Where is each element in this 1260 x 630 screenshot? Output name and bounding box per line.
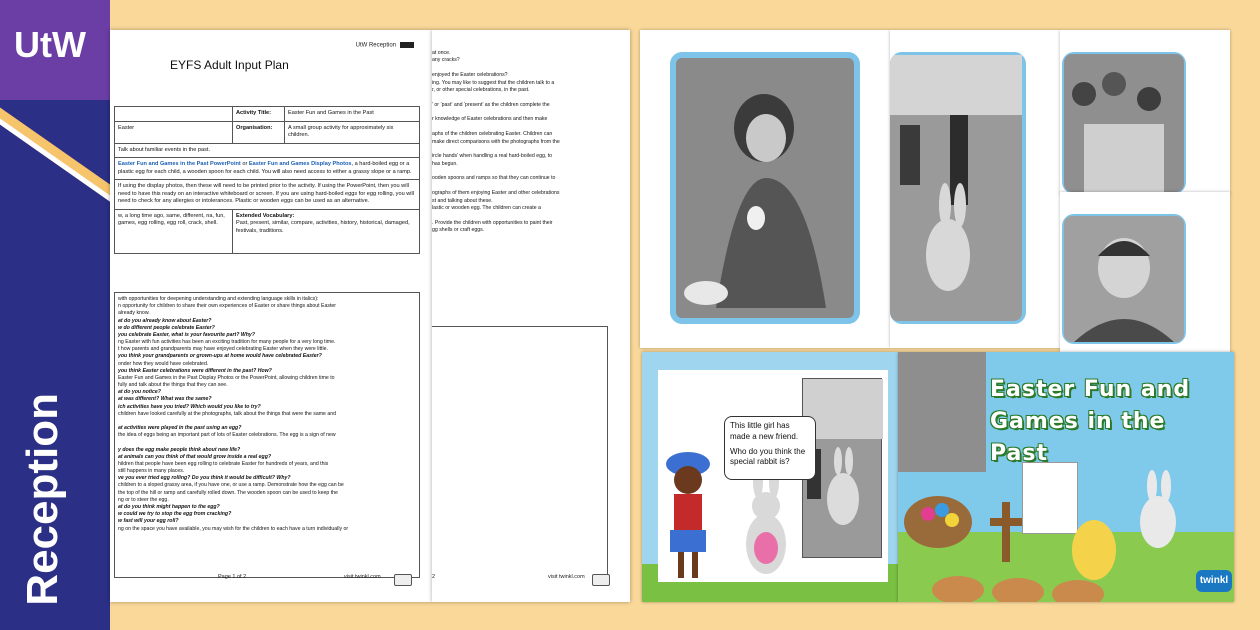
activity-title-value: Easter Fun and Games in the Past (285, 107, 420, 122)
page2-empty-box (432, 326, 608, 576)
guidance-line: with opportunities for deepening understanding and extending language skills in italics): (118, 296, 319, 302)
activity-title-label: Activity Title: (233, 107, 285, 122)
page2-line: st and talking about these. (432, 197, 493, 204)
plan-page-2 (432, 30, 630, 602)
slide2-photo (898, 352, 986, 472)
photo-card-girl (640, 30, 890, 348)
plan-table (114, 106, 420, 254)
objective-cell: Talk about familiar events in the past. (115, 143, 420, 158)
page-number: Page 1 of 2 (218, 574, 247, 580)
plan-page-1 (110, 30, 432, 602)
guidance-line: hildren that people have been egg rolling to celebrate Easter for hundreds of years, and this (118, 460, 329, 467)
photo-card-crowd (1060, 30, 1230, 194)
guidance-line: still happens in many places. (118, 468, 185, 475)
twinkl-mini-logo-2 (592, 574, 610, 586)
page2-line: has begun. (432, 160, 458, 167)
page2-line (432, 146, 612, 153)
vocabulary-cell: w, a long time ago, same, different, na, fun, games, egg rolling, egg roll, crack, shell. (115, 209, 233, 253)
guidance-line: n opportunity for children to share their own experiences of Easter or share things about Easter (118, 303, 336, 310)
girl-silhouette (676, 58, 854, 318)
page2-line (432, 94, 612, 101)
guidance-line: at do you already know about Easter? (118, 317, 212, 324)
guidance-line: Easter Fun and Games in the Past Display Photos or the PowerPoint, allowing children time to (118, 374, 335, 381)
page2-line: any cracks? (432, 57, 460, 64)
guidance-line: at do you notice? (118, 389, 161, 396)
page2-line (432, 183, 612, 190)
page2-line (432, 65, 612, 72)
powerpoint-link[interactable]: Easter Fun and Games in the Past PowerPoint (118, 161, 241, 168)
utw-logo: UtW (14, 24, 86, 65)
guidance-line: children have looked carefully at the photographs, talk about the things that were the same and (118, 410, 337, 417)
guidance-line: you think your grandparents or grown-ups at home would have celebrated Easter? (118, 353, 322, 360)
guidance-line: ve you ever tried egg rolling? Do you think it would be difficult? Why? (118, 475, 291, 482)
page2-line (432, 109, 612, 116)
guidance-line: at was different? What was the same? (118, 396, 212, 403)
preparation-cell: If using the display photos, then these will need to be printed prior to the activity. If using the PowerPoint, then you will need to have this ready on an interactive whiteboard or screen. If you are using hard-boiled eggs for egg rolling, you will need to check for any allergies or intolerances. Plastic or wooden eggs can be used as an alternative. (115, 180, 420, 210)
photo-easter-rabbit (890, 55, 1022, 321)
page2-line: at once. (432, 50, 451, 56)
extended-vocabulary-cell: Extended Vocabulary: Past, present, similar, compare, activities, history, historical, damaged, festivals, traditions. (233, 209, 420, 253)
guidance-line: at do you think might happen to the egg? (118, 503, 220, 510)
guidance-line: ng or to steer the egg. (118, 496, 169, 503)
page2-line: . Provide the children with opportunities to paint their (432, 219, 553, 226)
display-photos-link[interactable]: Easter Fun and Games Display Photos (248, 161, 352, 168)
page2-line: lastic or wooden egg. The children can create a (432, 204, 541, 211)
speech-bubble: This little girl has made a new friend. Who do you think the special rabbit is? (724, 416, 816, 480)
guidance-line: w do different people celebrate Easter? (118, 324, 215, 331)
guidance-line: y does the egg make people think about new life? (118, 446, 241, 453)
page2-line: r, or other special celebrations, in the past. (432, 86, 530, 93)
page2-line (432, 168, 612, 175)
topic-value: Easter (115, 121, 233, 143)
guidance-line: w could we try to stop the egg from cracking? (118, 511, 232, 518)
page2-footer-site: visit twinkl.com (548, 574, 585, 580)
guidance-line: at activities were played in the past using an egg? (118, 425, 242, 432)
guidance-line: fully and talk about the things that they can see. (118, 382, 228, 389)
page2-line: ographs of them enjoying Easter and other celebrations (432, 190, 560, 197)
guidance-line: onder how they would have celebrated. (118, 360, 209, 367)
doc-title: EYFS Adult Input Plan (170, 58, 289, 72)
stage-label: Reception (18, 393, 67, 606)
guidance-line: t how parents and grandparents may have enjoyed celebrating Easter when they were little. (118, 346, 328, 353)
page2-number: 2 (432, 574, 436, 580)
guidance-line: ng on the space you have available, you may wish for the children to each have a turn individually or (118, 525, 349, 532)
page2-line: make direct comparisons with the photographs from the (432, 138, 560, 145)
page2-line: enjoyed the Easter celebrations? (432, 72, 508, 79)
page2-text (432, 50, 612, 234)
page2-line (432, 212, 612, 219)
page2-line: gg shells or craft eggs. (432, 227, 485, 233)
guidance-line: w fast will your egg roll? (118, 518, 179, 525)
resources-cell: Easter Fun and Games in the Past PowerPoint or Easter Fun and Games Display Photos, a hard-boiled egg or a plastic egg for each child, a wooden spoon for each child. You will also need access to either a grassy slope or a ramp. (115, 158, 420, 180)
guidance-line: children to a sloped grassy area, if you have one, or use a ramp. Demonstrate how the egg can be (118, 482, 344, 489)
organisation-label: Organisation: (233, 121, 285, 143)
guidance-line: the top of the hill or ramp and carefully rolled down. The wooden spoon can be used to keep the (118, 489, 338, 496)
guidance-line (118, 439, 416, 446)
guidance-text (114, 292, 420, 578)
guidance-line: you think Easter celebrations were different in the past? How? (118, 367, 272, 374)
page2-line: ing. You may like to suggest that the children talk to a (432, 79, 555, 86)
organisation-value: A small group activity for approximately six children. (285, 121, 420, 143)
guidance-line: at animals can you think of that would grow inside a real egg? (118, 453, 272, 460)
photo-card-rabbit (890, 30, 1060, 348)
easter-illustration (898, 462, 1234, 602)
twinkl-logo: twinkl (1196, 570, 1232, 592)
twinkl-mini-logo (394, 574, 412, 586)
page2-line: r knowledge of Easter celebrations and then make (432, 116, 548, 123)
guidance-line: the idea of eggs being an important part of lots of Easter celebrations. The egg is a sign of new (118, 432, 336, 439)
page2-line: ’ or ‘past’ and ‘present’ as the children complete the (432, 101, 550, 108)
doc-header: UtW Reception (356, 42, 414, 49)
guidance-line: ng Easter with fun activities has been an exciting tradition for many people for a very long time. (118, 339, 336, 346)
guidance-line: you celebrate Easter, what is your favourite part? Why? (118, 331, 255, 338)
page2-line: ircle hands’ when handling a real hard-boiled egg, to (432, 153, 553, 160)
page2-line: ooden spoons and ramps so that they can continue to (432, 175, 556, 182)
guidance-line: ich activities have you tried? Which would you like to try? (118, 403, 261, 410)
slide-title: Easter Fun and Games in the Past (990, 377, 1191, 466)
page2-line (432, 124, 612, 131)
photo-card-boy (1060, 192, 1230, 352)
guidance-line (118, 418, 416, 425)
photo-girl-painting-egg (676, 58, 854, 318)
page2-line: aphs of the children celebrating Easter. Children can (432, 131, 553, 138)
footer-site: visit twinkl.com (344, 574, 381, 580)
side-banner (0, 0, 110, 630)
photo-crowd-children (1064, 54, 1184, 192)
guidance-line: already know. (118, 310, 150, 317)
photo-smiling-boy (1064, 216, 1184, 342)
